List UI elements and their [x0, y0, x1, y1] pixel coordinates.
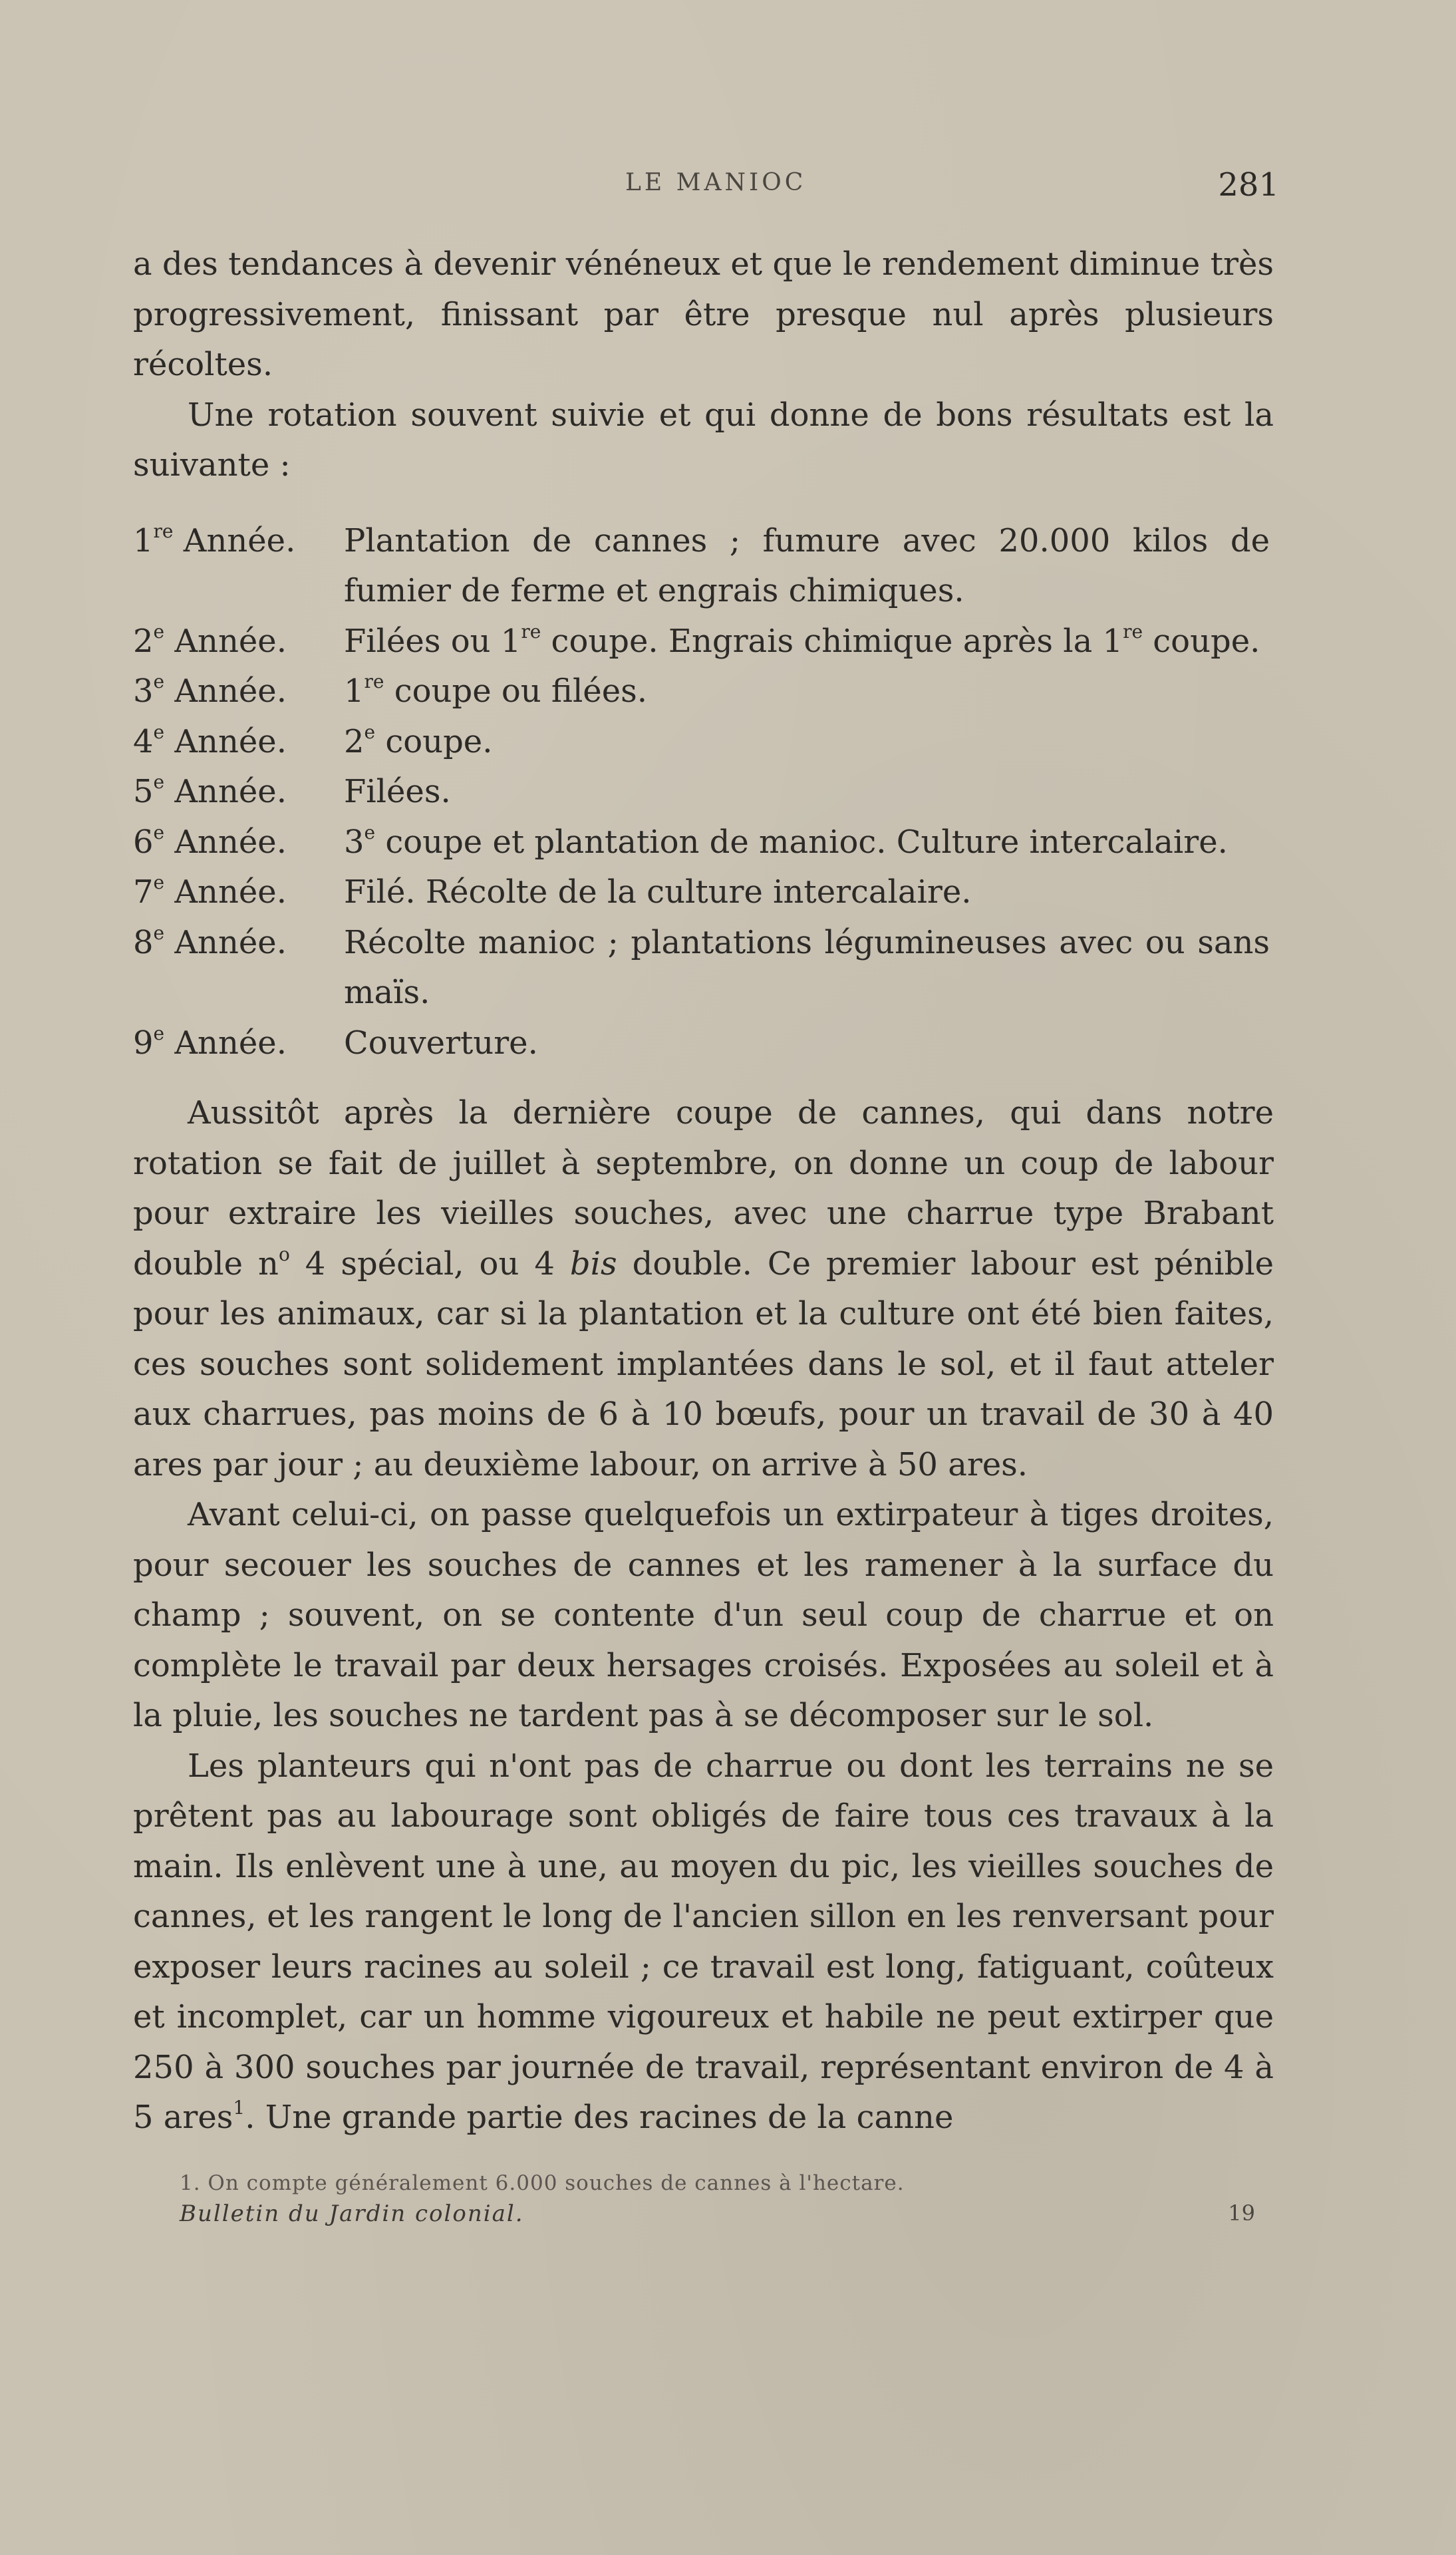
paragraph-planteurs: Les planteurs qui n'ont pas de charrue ou dont les terrains ne se prêtent pas au labourage sont obligés de faire tous ces travaux à la main. Ils enlèvent une à une, au moyen du pic, les vieilles souches de cannes, et les rangent le long de l'ancien sillon en les renversant pour exposer leurs racines au soleil ; ce travail est long, fatiguant, coûteux et incomplet, car un homme vigoureux et habile ne peut extirper que 250 à 300 souches par journée de travail, représentant environ de 4 à 5 ares$^1$. Une grande partie des racines de la canne	[133, 1747, 1274, 2136]
rotation-text: 3e coupe et plantation de manioc. Culture intercalaire.	[344, 821, 1228, 861]
rotation-row	[133, 818, 1274, 868]
rotation-year: 7e Année.	[133, 871, 287, 911]
rotation-text: Filées.	[344, 773, 451, 810]
rotation-year: 3e Année.	[133, 671, 287, 710]
rotation-text: 1re coupe ou filées.	[344, 671, 647, 710]
rotation-row	[133, 918, 1274, 1018]
rotation-row	[133, 867, 1274, 918]
rotation-row	[133, 516, 1274, 617]
signature-mark: 19	[1228, 2200, 1255, 2226]
rotation-year: 8e Année.	[133, 921, 287, 961]
rotation-text: Couverture.	[344, 1024, 538, 1062]
rotation-text: Filées ou 1re coupe. Engrais chimique après la 1re coupe.	[344, 620, 1260, 660]
paragraph-extirpateur: Avant celui-ci, on passe quelquefois un extirpateur à tiges droites, pour secouer les souches de cannes et les ramener à la surface du champ ; souvent, on se contente d'un seul coup de charrue et on complète le travail par deux hersages croisés. Exposées au soleil et à la pluie, les souches ne tardent pas à se décomposer sur le sol.	[133, 1496, 1274, 1734]
rotation-text: 2e coupe.	[344, 720, 493, 760]
journal-title: Bulletin du Jardin colonial.	[180, 2200, 524, 2227]
page-number: 281	[1218, 166, 1279, 204]
rotation-list	[133, 516, 1274, 1069]
rotation-year: 5e Année.	[133, 771, 287, 810]
rotation-row	[133, 617, 1274, 667]
rotation-year: 1re Année.	[133, 520, 296, 559]
rotation-year: 9e Année.	[133, 1022, 287, 1062]
paragraph-continuation: a des tendances à devenir vénéneux et que le rendement diminue très progressivement, finissant par être presque nul après plusieurs récoltes.	[133, 245, 1274, 383]
rotation-year: 6e Année.	[133, 821, 287, 861]
rotation-year: 2e Année.	[133, 620, 287, 660]
footnote: 1. On compte généralement 6.000 souches de cannes à l'hectare.	[180, 2171, 905, 2195]
rotation-year: 4e Année.	[133, 720, 287, 760]
footnote-ref: 1	[233, 2097, 245, 2119]
rotation-text: Plantation de cannes ; fumure avec 20.000 kilos de fumier de ferme et engrais chimiques.	[344, 522, 1270, 609]
rotation-row	[133, 767, 1274, 818]
rotation-text: Filé. Récolte de la culture intercalaire.	[344, 873, 972, 911]
rotation-text: Récolte manioc ; plantations légumineuses avec ou sans maïs.	[344, 923, 1270, 1011]
rotation-row	[133, 717, 1274, 768]
running-head	[133, 166, 1279, 206]
paragraph-rotation-intro: Une rotation souvent suivie et qui donne de bons résultats est la suivante :	[133, 396, 1274, 484]
paragraph-labour: Aussitôt après la dernière coupe de cannes, qui dans notre rotation se fait de juillet à septembre, on donne un coup de labour pour extraire les vieilles souches, avec une charrue type Brabant double $n^o$ 4 spécial, ou 4 bis double. Ce premier labour est pénible pour les animaux, car si la plantation et la culture ont été bien faites, ces souches sont solidement implantées dans le sol, et il faut atteler aux charrues, pas moins de 6 à 10 bœufs, pour un travail de 30 à 40 ares par jour ; au deuxième labour, on arrive à 50 ares.	[133, 1094, 1274, 1483]
page-footer	[133, 2200, 1274, 2238]
running-title: LE MANIOC	[625, 169, 807, 196]
rotation-row	[133, 667, 1274, 717]
rotation-row	[133, 1018, 1274, 1069]
document-page	[133, 166, 1279, 2238]
